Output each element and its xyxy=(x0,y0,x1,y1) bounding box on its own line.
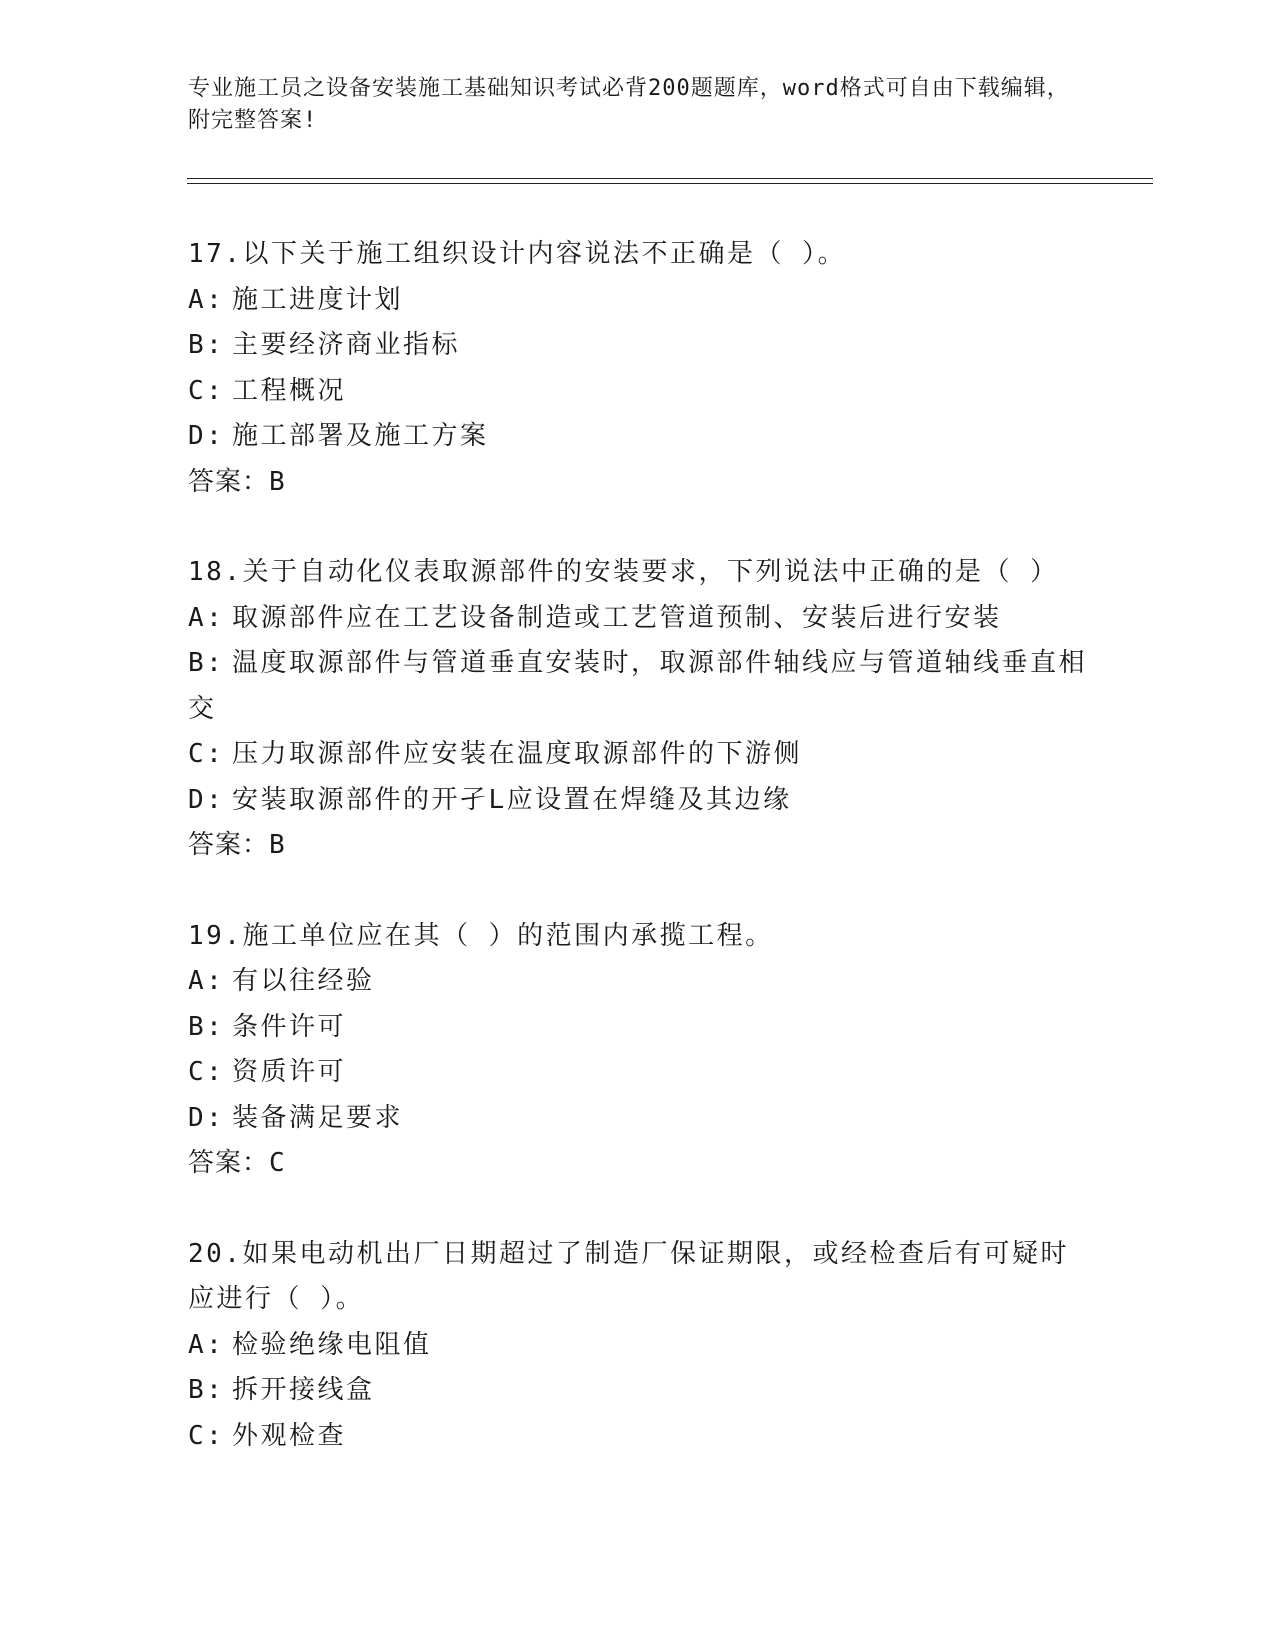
option-label: B: xyxy=(188,330,225,360)
option-d xyxy=(188,1096,1088,1142)
option-text: 取源部件应在工艺设备制造或工艺管道预制、安装后进行安装 xyxy=(232,602,1002,633)
option-c xyxy=(188,1050,1088,1096)
option-label: C: xyxy=(188,375,225,406)
option-label: C: xyxy=(188,1057,225,1087)
option-text: 施工部署及施工方案 xyxy=(232,421,489,451)
option-b xyxy=(188,641,1088,732)
option-text: 温度取源部件与管道垂直安装时，取源部件轴线应与管道轴线垂直相交 xyxy=(188,648,1088,724)
header-divider-bottom xyxy=(187,183,1153,184)
document-title: 专业施工员之设备安装施工基础知识考试必背200题题库，word格式可自由下载编辑，附完整答案! xyxy=(188,76,1070,133)
option-text: 工程概况 xyxy=(232,375,347,406)
option-label: A: xyxy=(188,284,225,315)
option-c xyxy=(188,1414,1088,1460)
answer-value: C xyxy=(269,1148,288,1178)
option-label: A: xyxy=(188,602,225,633)
question-18 xyxy=(188,550,1088,869)
answer-value: B xyxy=(269,830,288,860)
option-a xyxy=(188,1323,1088,1369)
option-d xyxy=(188,414,1088,460)
document-header xyxy=(188,73,1088,137)
option-b xyxy=(188,1005,1088,1051)
answer-label: 答案： xyxy=(188,1148,270,1178)
answer-line xyxy=(188,1141,1088,1187)
question-list xyxy=(188,232,1088,1504)
answer-value: B xyxy=(269,466,288,497)
option-b xyxy=(188,1368,1088,1414)
option-label: B: xyxy=(188,1375,225,1405)
question-stem: 17.以下关于施工组织设计内容说法不正确是（ ）。 xyxy=(188,239,847,269)
option-text: 资质许可 xyxy=(232,1057,347,1087)
answer-line xyxy=(188,460,1088,506)
option-text: 主要经济商业指标 xyxy=(232,330,461,360)
header-divider-top xyxy=(187,178,1153,179)
question-stem: 18.关于自动化仪表取源部件的安装要求，下列说法中正确的是（ ） xyxy=(188,557,1059,587)
option-a xyxy=(188,959,1088,1005)
question-stem: 19.施工单位应在其（ ）的范围内承揽工程。 xyxy=(188,920,774,951)
option-label: D: xyxy=(188,784,225,815)
option-text: 安装取源部件的开孑L应设置在焊缝及其边缘 xyxy=(232,784,792,815)
option-label: D: xyxy=(188,1102,225,1133)
option-text: 施工进度计划 xyxy=(232,284,404,315)
option-text: 拆开接线盒 xyxy=(232,1375,375,1405)
option-text: 条件许可 xyxy=(232,1011,347,1042)
option-label: D: xyxy=(188,421,225,451)
option-label: A: xyxy=(188,966,225,996)
option-label: C: xyxy=(188,739,225,769)
option-text: 装备满足要求 xyxy=(232,1102,404,1133)
question-20 xyxy=(188,1232,1088,1460)
option-a xyxy=(188,278,1088,324)
answer-label: 答案： xyxy=(188,466,270,497)
option-d xyxy=(188,778,1088,824)
answer-line xyxy=(188,823,1088,869)
option-text: 有以往经验 xyxy=(232,966,375,996)
option-a xyxy=(188,596,1088,642)
option-label: A: xyxy=(188,1329,225,1360)
option-text: 检验绝缘电阻值 xyxy=(232,1329,432,1360)
option-c xyxy=(188,369,1088,415)
option-label: B: xyxy=(188,648,225,678)
option-text: 外观检查 xyxy=(232,1420,347,1451)
question-stem: 20.如果电动机出厂日期超过了制造厂保证期限，或经检查后有可疑时应进行（ ）。 xyxy=(188,1238,1069,1314)
option-b xyxy=(188,323,1088,369)
option-label: B: xyxy=(188,1011,225,1042)
answer-label: 答案： xyxy=(188,830,270,860)
question-17 xyxy=(188,232,1088,505)
option-text: 压力取源部件应安装在温度取源部件的下游侧 xyxy=(232,739,803,769)
question-19 xyxy=(188,914,1088,1187)
option-c xyxy=(188,732,1088,778)
option-label: C: xyxy=(188,1420,225,1451)
